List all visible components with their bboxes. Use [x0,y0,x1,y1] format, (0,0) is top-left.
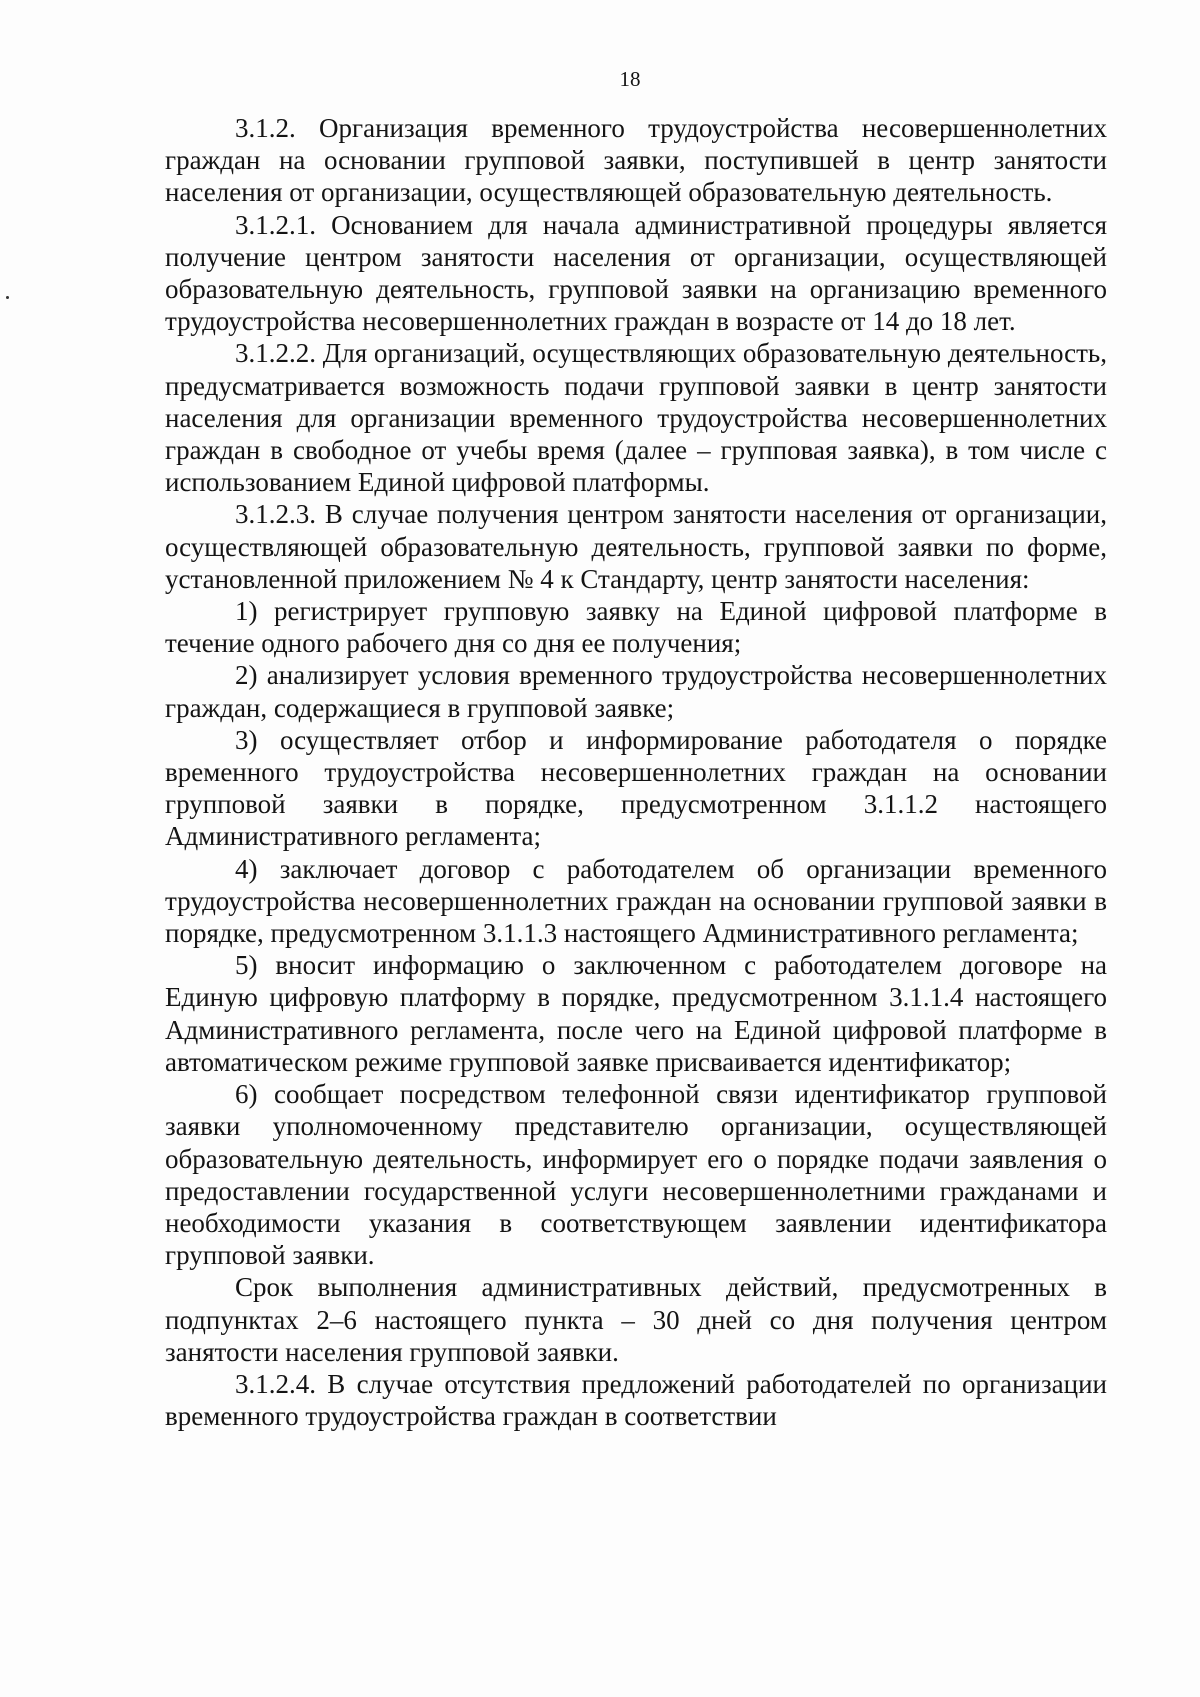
section-3-1-2-4: 3.1.2.4. В случае отсутствия предложений работодателей по организации временного трудоустройства граждан в соответствии [165,1368,1107,1432]
list-item-3: 3) осуществляет отбор и информирование работодателя о порядке временного трудоустройства несовершеннолетних граждан на основании групповой заявки в порядке, предусмотренном 3.1.1.2 настоящего Административного регламента; [165,724,1107,852]
list-item-2: 2) анализирует условия временного трудоустройства несовершеннолетних граждан, содержащиеся в групповой заявке; [165,660,1107,723]
list-item-6: 6) сообщает посредством телефонной связи идентификатор групповой заявки уполномоченному представителю организации, осуществляющей образовательную деятельность, информирует его о порядке подачи заявления о предоставлении государственной услуги несовершеннолетними гражданами и необходимости указания в соответствующем заявлении идентификатора групповой заявки. [165,1079,1107,1271]
deadline-paragraph: Срок выполнения административных действий, предусмотренных в подпунктах 2–6 настоящего пункта – 30 дней со дня получения центром занятости населения групповой заявки. [165,1272,1107,1367]
section-3-1-2-1: 3.1.2.1. Основанием для начала административной процедуры является получение центром занятости населения от организации, осуществляющей образовательную деятельность, групповой заявки на организацию временного трудоустройства несовершеннолетних граждан в возрасте от 14 до 18 лет. [165,209,1107,337]
page-number: 18 [619,67,641,91]
list-item-1: 1) регистрирует групповую заявку на Единой цифровой платформе в течение одного рабочего дня со дня ее получения; [165,596,1107,659]
section-3-1-2-2: 3.1.2.2. Для организаций, осуществляющих образовательную деятельность, предусматривается возможность подачи групповой заявки в центр занятости населения для организации временного трудоустройства несовершеннолетних граждан в свободное от учебы время (далее – групповая заявка), в том числе с использованием Единой цифровой платформы. [165,338,1107,498]
list-item-4: 4) заключает договор с работодателем об организации временного трудоустройства несовершеннолетних граждан на основании групповой заявки в порядке, предусмотренном 3.1.1.3 настоящего Административного регламента; [165,853,1107,949]
document-body [165,112,1107,1432]
scan-artifact [6,296,9,299]
section-3-1-2-3: 3.1.2.3. В случае получения центром занятости населения от организации, осуществляющей образовательную деятельность, групповой заявки по форме, установленной приложением № 4 к Стандарту, центр занятости населения: [165,499,1107,594]
list-item-5: 5) вносит информацию о заключенном с работодателем договоре на Единую цифровую платформу в порядке, предусмотренном 3.1.1.4 настоящего Административного регламента, после чего на Единой цифровой платформе в автоматическом режиме групповой заявке присваивается идентификатор; [165,950,1107,1077]
section-3-1-2-heading: 3.1.2. Организация временного трудоустройства несовершеннолетних граждан на основании групповой заявки, поступившей в центр занятости населения от организации, осуществляющей образовательную деятельность. [165,113,1107,208]
